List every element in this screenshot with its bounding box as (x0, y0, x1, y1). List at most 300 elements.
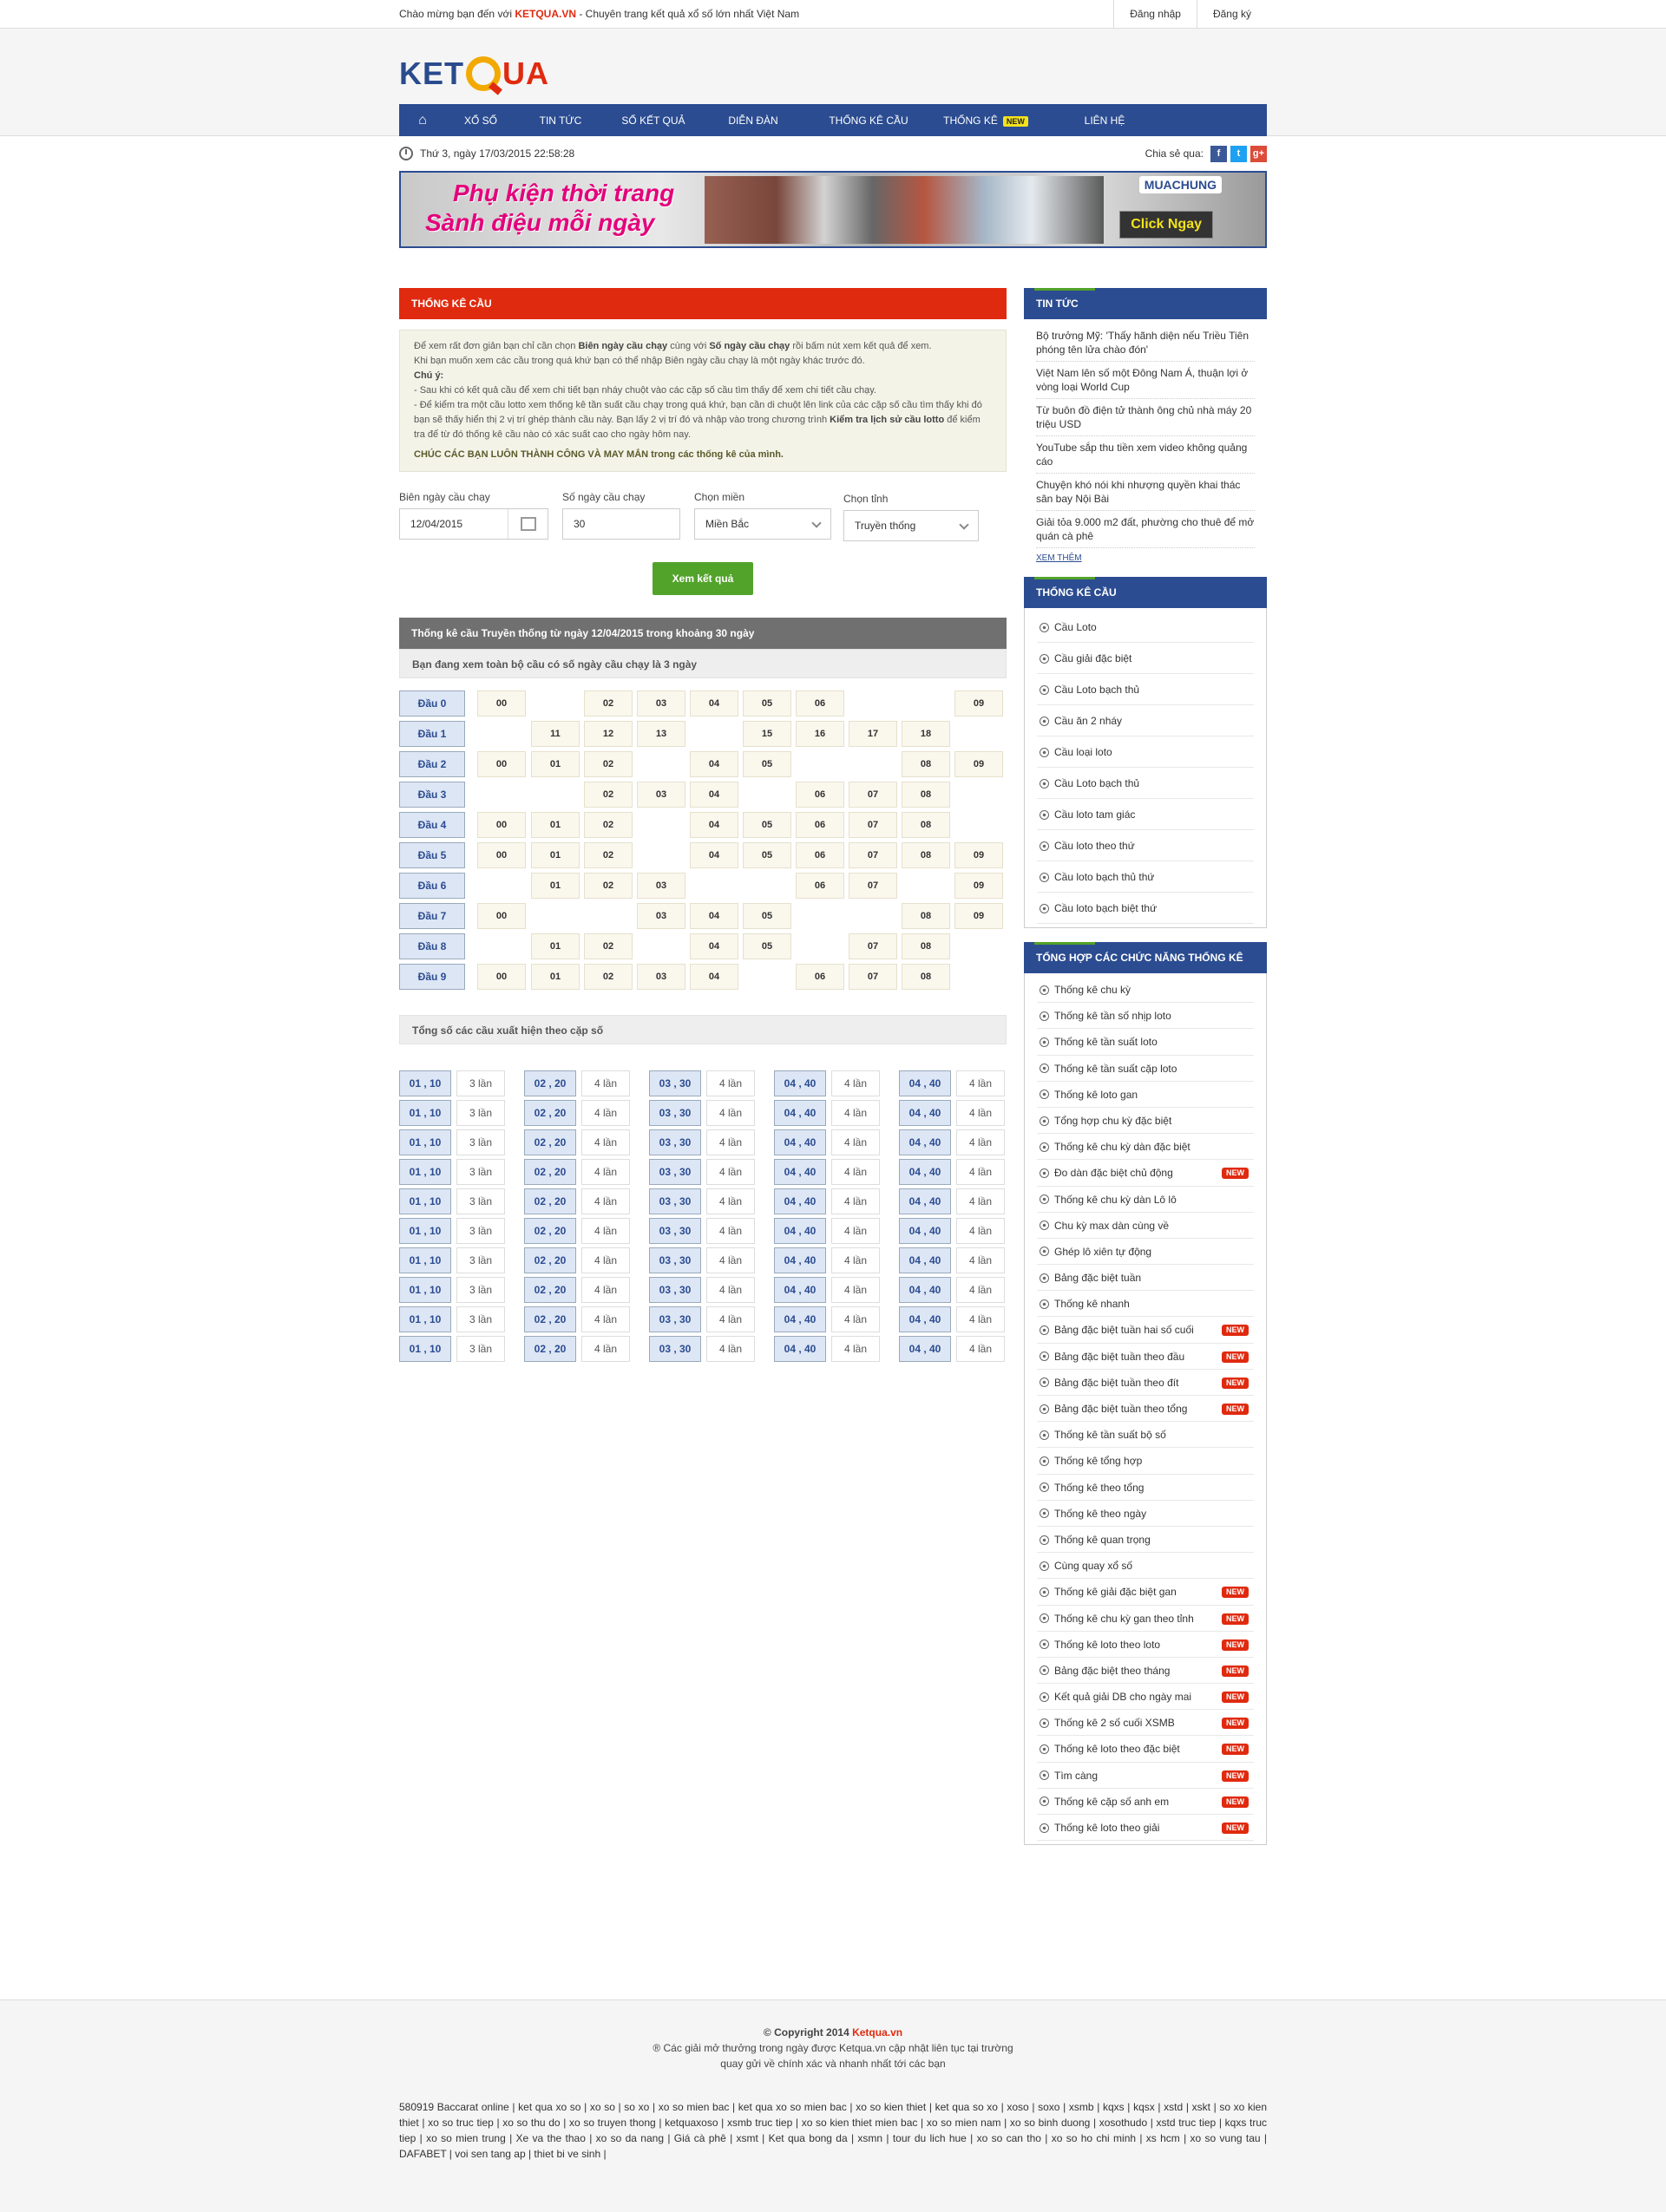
pair-count: 4 lần (706, 1070, 755, 1096)
pair-count: 4 lần (956, 1100, 1005, 1126)
register-link[interactable]: Đăng ký (1197, 0, 1267, 29)
date-label: Biên ngày cầu chạy (399, 491, 490, 503)
pair-link[interactable]: 04 , 40 (774, 1277, 826, 1303)
grid-cell[interactable]: 05 (743, 751, 791, 777)
grid-cell[interactable]: 01 (531, 842, 580, 868)
tool-list-item[interactable] (1037, 1684, 1254, 1710)
grid-cell[interactable]: 02 (584, 812, 633, 838)
pair-link[interactable]: 03 , 30 (649, 1247, 701, 1273)
grid-cell[interactable]: 04 (690, 751, 738, 777)
pair-link[interactable]: 01 , 10 (399, 1070, 451, 1096)
pair-link[interactable]: 01 , 10 (399, 1277, 451, 1303)
pair-count: 3 lần (456, 1306, 505, 1332)
grid-row-head: Đầu 2 (399, 751, 465, 777)
tool-list-item[interactable] (1037, 1239, 1254, 1265)
grid-cell[interactable]: 00 (477, 903, 526, 929)
pair-link[interactable]: 02 , 20 (524, 1336, 576, 1362)
tool-list-item[interactable] (1037, 1029, 1254, 1055)
grid-cell[interactable]: 16 (796, 721, 844, 747)
grid-cell[interactable]: 01 (531, 933, 580, 959)
grid-cell[interactable]: 09 (954, 842, 1003, 868)
cau-list-item[interactable]: Cầu loto bạch thủ thứ (1037, 861, 1254, 893)
logo-text-left: KET (399, 56, 464, 91)
sidebar (1024, 288, 1267, 1845)
nav-item-dien-dan[interactable]: DIỄN ĐÀN (728, 114, 778, 127)
pair-link[interactable]: 03 , 30 (649, 1070, 701, 1096)
tool-label: Đo dàn đặc biệt chủ động (1054, 1167, 1173, 1180)
tools-title: TỔNG HỢP CÁC CHỨC NĂNG THỐNG KÊ (1024, 942, 1267, 973)
pair-link[interactable]: 04 , 40 (899, 1336, 951, 1362)
pair-link[interactable]: 04 , 40 (899, 1159, 951, 1185)
grid-cell[interactable]: 06 (796, 964, 844, 990)
pair-link[interactable]: 02 , 20 (524, 1188, 576, 1214)
new-badge: NEW (1222, 1796, 1249, 1808)
footer-links[interactable]: 580919 Baccarat online | ket qua xo so | xo so | so xo | xo so mien bac | ket qua xo so mien bac | xo so kien thiet | ket qua so xo | xoso | soxo | xsmb | kqxs | kqsx | xstd | xskt | so xo kien thiet | xo so truc tiep | xo so thu do | xo so truyen thong | ketquaxoso | xsmb truc tiep | xo so kien thiet mien bac | xo so mien nam | xo so binh duong | xosothudo | xstd truc tiep | kqxs truc tiep | xo so mien trung | Xe va the thao | xo so da nang | Giá cà phê | xsmt | Ket qua bong da | xsmn | tour du lich hue | xo so can tho | xo so ho chi minh | xs hcm | xo so vung tau | DAFABET | voi sen tang ap | thiet bi ve sinh | (399, 2101, 1267, 2160)
pairs-row (399, 1246, 1007, 1275)
pair-link[interactable]: 01 , 10 (399, 1100, 451, 1126)
tool-list-item[interactable] (1037, 1056, 1254, 1082)
tool-label: Thống kê loto theo đặc biệt (1054, 1743, 1180, 1756)
tool-list-item[interactable] (1037, 1606, 1254, 1632)
nav-item-thong-ke-cau[interactable]: THỐNG KÊ CẦU (829, 114, 908, 127)
chevron-down-icon (959, 520, 968, 529)
pair-link[interactable]: 04 , 40 (774, 1100, 826, 1126)
tools-list (1024, 973, 1267, 1845)
calendar-icon[interactable] (508, 509, 548, 539)
tool-list-item[interactable] (1037, 1160, 1254, 1186)
cau-list-item[interactable]: Cầu Loto bạch thủ (1037, 674, 1254, 705)
tool-list-item[interactable] (1037, 1553, 1254, 1579)
grid-cell[interactable]: 07 (849, 812, 897, 838)
grid-cell[interactable]: 08 (902, 782, 950, 808)
pair-link[interactable]: 03 , 30 (649, 1129, 701, 1155)
pair-count: 4 lần (581, 1100, 630, 1126)
grid-cell[interactable]: 04 (690, 812, 738, 838)
tool-list-item[interactable] (1037, 1789, 1254, 1815)
grid-cell[interactable]: 05 (743, 812, 791, 838)
tool-label: Kết quả giải DB cho ngày mai (1054, 1691, 1192, 1704)
grid-row-head: Đầu 3 (399, 782, 465, 808)
pair-link[interactable]: 01 , 10 (399, 1159, 451, 1185)
header (0, 29, 1666, 136)
grid-cell[interactable]: 09 (954, 873, 1003, 899)
grid-cell[interactable]: 00 (477, 964, 526, 990)
cau-list-item[interactable]: Cầu giải đặc biệt (1037, 643, 1254, 674)
grid-cell[interactable]: 08 (902, 812, 950, 838)
tool-list-item[interactable] (1037, 1501, 1254, 1527)
ad-banner[interactable] (399, 171, 1267, 248)
pair-count: 4 lần (581, 1159, 630, 1185)
tool-list-item[interactable] (1037, 1815, 1254, 1841)
grid-cell[interactable]: 18 (902, 721, 950, 747)
pair-count: 3 lần (456, 1277, 505, 1303)
pair-link[interactable]: 02 , 20 (524, 1218, 576, 1244)
tool-list-item[interactable] (1037, 1579, 1254, 1605)
pairs-row (399, 1128, 1007, 1157)
grid-cell[interactable]: 01 (531, 751, 580, 777)
cau-list-item[interactable]: Cầu Loto bạch thủ (1037, 768, 1254, 799)
current-date: Thứ 3, ngày 17/03/2015 22:58:28 (420, 147, 575, 160)
new-badge: NEW (1222, 1744, 1249, 1755)
pair-count: 4 lần (831, 1129, 880, 1155)
news-more-link[interactable]: XEM THÊM (1036, 553, 1082, 563)
tool-list-item[interactable] (1037, 1370, 1254, 1396)
pair-link[interactable]: 01 , 10 (399, 1188, 451, 1214)
pair-count: 4 lần (581, 1336, 630, 1362)
banner-cta-button[interactable]: Click Ngay (1119, 211, 1213, 239)
grid-cell[interactable]: 02 (584, 782, 633, 808)
pair-count: 4 lần (831, 1277, 880, 1303)
grid-cell[interactable]: 00 (477, 751, 526, 777)
new-badge: NEW (1222, 1639, 1249, 1651)
region-select[interactable]: Miền Bắc (694, 508, 831, 540)
grid-cell[interactable]: 07 (849, 933, 897, 959)
news-list (1024, 319, 1267, 552)
pair-link[interactable]: 02 , 20 (524, 1277, 576, 1303)
tool-list-item[interactable] (1037, 1213, 1254, 1239)
nav-item-so-ket-qua[interactable]: SỔ KẾT QUẢ (621, 114, 685, 127)
pair-count: 4 lần (831, 1070, 880, 1096)
province-select[interactable]: Truyền thống (843, 510, 979, 541)
grid-row (399, 719, 1007, 749)
nav-item-xo-so[interactable]: XỔ SỐ (463, 114, 497, 127)
tool-list-item[interactable] (1037, 1265, 1254, 1291)
tool-list-item[interactable] (1037, 1632, 1254, 1658)
grid-cell[interactable]: 03 (637, 964, 685, 990)
tool-label: Thống kê theo ngày (1054, 1507, 1147, 1520)
grid-cell[interactable]: 12 (584, 721, 633, 747)
pair-count: 4 lần (581, 1188, 630, 1214)
pairs-row (399, 1275, 1007, 1305)
grid-cell[interactable]: 06 (796, 782, 844, 808)
pair-link[interactable]: 02 , 20 (524, 1100, 576, 1126)
grid-cell[interactable]: 03 (637, 782, 685, 808)
main-content (399, 288, 1007, 1364)
pair-link[interactable]: 02 , 20 (524, 1129, 576, 1155)
grid-cell[interactable]: 06 (796, 812, 844, 838)
filter-form (399, 491, 1007, 552)
pair-count: 4 lần (956, 1247, 1005, 1273)
pair-link[interactable]: 04 , 40 (774, 1306, 826, 1332)
region-label: Chọn miền (694, 491, 745, 503)
facebook-icon[interactable]: f (1210, 146, 1227, 162)
clock-icon (399, 147, 413, 160)
grid-cell[interactable]: 04 (690, 903, 738, 929)
pair-link[interactable]: 01 , 10 (399, 1129, 451, 1155)
tool-list-item[interactable] (1037, 1763, 1254, 1789)
grid-cell[interactable]: 08 (902, 751, 950, 777)
pair-link[interactable]: 04 , 40 (774, 1247, 826, 1273)
news-title: TIN TỨC (1024, 288, 1267, 319)
grid-cell[interactable]: 05 (743, 842, 791, 868)
pair-link[interactable]: 04 , 40 (899, 1070, 951, 1096)
grid-row-head: Đầu 1 (399, 721, 465, 747)
grid-cell[interactable]: 06 (796, 842, 844, 868)
news-item[interactable]: YouTube sắp thu tiền xem video không quảng cáo (1036, 436, 1255, 474)
grid-cell[interactable]: 05 (743, 903, 791, 929)
new-badge: NEW (1222, 1718, 1249, 1729)
tool-list-item[interactable] (1037, 1448, 1254, 1474)
login-link[interactable]: Đăng nhập (1113, 0, 1197, 29)
grid-row (399, 810, 1007, 841)
grid-cell[interactable]: 06 (796, 690, 844, 717)
pair-count: 4 lần (831, 1306, 880, 1332)
grid-row-head: Đầu 8 (399, 933, 465, 959)
grid-cell[interactable]: 03 (637, 903, 685, 929)
new-badge: NEW (1222, 1404, 1249, 1415)
tool-list-item[interactable] (1037, 1527, 1254, 1553)
new-badge: NEW (1222, 1587, 1249, 1598)
tool-list-item[interactable] (1037, 1658, 1254, 1684)
tool-list-item[interactable] (1037, 1344, 1254, 1370)
pair-count: 4 lần (706, 1100, 755, 1126)
new-badge: NEW (1222, 1666, 1249, 1677)
tool-list-item[interactable] (1037, 1187, 1254, 1213)
home-icon[interactable]: ⌂ (418, 112, 427, 128)
pair-link[interactable]: 02 , 20 (524, 1247, 576, 1273)
pair-count: 3 lần (456, 1070, 505, 1096)
grid-cell[interactable]: 03 (637, 690, 685, 717)
grid-cell[interactable]: 07 (849, 842, 897, 868)
pair-link[interactable]: 04 , 40 (774, 1336, 826, 1362)
twitter-icon[interactable]: t (1230, 146, 1247, 162)
pair-count: 4 lần (706, 1336, 755, 1362)
pair-link[interactable]: 04 , 40 (774, 1188, 826, 1214)
pair-count: 4 lần (831, 1188, 880, 1214)
pair-link[interactable]: 01 , 10 (399, 1306, 451, 1332)
pair-link[interactable]: 04 , 40 (774, 1070, 826, 1096)
nav-item-tin-tuc[interactable]: TIN TỨC (539, 114, 582, 127)
cau-list-item[interactable]: Cầu loto theo thứ (1037, 830, 1254, 861)
pair-count: 3 lần (456, 1159, 505, 1185)
news-item[interactable]: Việt Nam lên số một Đông Nam Á, thuận lợi ở vòng loại World Cup (1036, 362, 1255, 399)
top-bar (0, 0, 1666, 29)
grid-cell[interactable]: 07 (849, 964, 897, 990)
tool-label: Thống kê tần suất cặp loto (1054, 1062, 1177, 1075)
grid-cell[interactable]: 08 (902, 933, 950, 959)
tool-list-item[interactable] (1037, 1108, 1254, 1134)
cau-list-item[interactable]: Cầu loại loto (1037, 736, 1254, 768)
chevron-down-icon (811, 518, 821, 527)
date-bar (399, 136, 1267, 171)
logo[interactable] (399, 51, 549, 96)
news-item[interactable]: Từ buôn đồ điện tử thành ông chủ nhà máy 20 triệu USD (1036, 399, 1255, 436)
grid-row (399, 841, 1007, 871)
nav-item-lien-he[interactable]: LIÊN HỆ (1084, 114, 1125, 127)
grid-cell[interactable]: 02 (584, 933, 633, 959)
grid-cell[interactable]: 07 (849, 782, 897, 808)
pair-link[interactable]: 03 , 30 (649, 1188, 701, 1214)
tool-label: Bảng đặc biệt tuần theo tổng (1054, 1403, 1188, 1415)
closing-message: CHÚC CÁC BẠN LUÔN THÀNH CÔNG VÀ MAY MẮN trong các thống kê của mình. (414, 449, 784, 460)
footer (0, 1999, 1666, 2212)
tool-label: Tìm càng (1054, 1769, 1099, 1782)
days-input[interactable]: 30 (562, 508, 680, 540)
tool-list-item[interactable] (1037, 1422, 1254, 1448)
cau-list-item[interactable]: Cầu Loto (1037, 612, 1254, 643)
pair-link[interactable]: 03 , 30 (649, 1306, 701, 1332)
grid-cell[interactable]: 04 (690, 964, 738, 990)
pair-link[interactable]: 01 , 10 (399, 1247, 451, 1273)
grid-cell[interactable]: 04 (690, 933, 738, 959)
pair-count: 3 lần (456, 1188, 505, 1214)
grid-cell[interactable]: 02 (584, 873, 633, 899)
grid-cell[interactable]: 04 (690, 782, 738, 808)
submit-button[interactable]: Xem kết quả (653, 562, 753, 595)
grid-cell[interactable]: 13 (637, 721, 685, 747)
grid-cell[interactable]: 08 (902, 842, 950, 868)
instructions-box: Để xem rất đơn giản bạn chỉ cần chọn Biên ngày cầu chạy cùng với Số ngày cầu chạy rồi bấm nút xem kết quả để xem. Khi bạn muốn xem các cầu trong quá khứ bạn có thể nhập Biên ngày cầu chạy là một ngày khác trước đó. Chú ý: - Sau khi có kết quả cầu để xem chi tiết bạn nháy chuột vào các cặp số cầu tìm thấy để xem chi tiết cầu chạy. - Để kiểm tra một cầu lotto xem thống kê tần suất cầu chạy trong quá khứ, bạn cần di chuột lên link của các cặp số cầu tìm thấy khi đó bạn sẽ thấy hiển thị 2 vị trí ghép thành cầu này. Bạn lấy 2 vị trí đó và nhập vào trong chương trình Kiểm tra lịch sử cầu lotto để kiểm tra để từ đó thống kê cầu nào có xác suất cao cho ngày hôm nay. CHÚC CÁC BẠN LUÔN THÀNH CÔNG VÀ MAY MẮN trong các thống kê của mình. (399, 330, 1007, 472)
pair-link[interactable]: 04 , 40 (774, 1159, 826, 1185)
tool-label: Thống kê tần số nhịp loto (1054, 1010, 1171, 1023)
grid-row (399, 871, 1007, 901)
pair-count: 4 lần (956, 1159, 1005, 1185)
tool-label: Thống kê tần suất bộ số (1054, 1429, 1166, 1442)
grid-cell[interactable]: 04 (690, 690, 738, 717)
cau-list-item[interactable]: Cầu loto tam giác (1037, 799, 1254, 830)
pairs-row (399, 1334, 1007, 1364)
tool-label: Thống kê nhanh (1054, 1298, 1130, 1311)
tool-list-item[interactable] (1037, 1710, 1254, 1736)
grid-cell[interactable]: 00 (477, 812, 526, 838)
tool-label: Thống kê giải đặc biệt gan (1054, 1586, 1177, 1599)
pair-count: 3 lần (456, 1129, 505, 1155)
pair-count: 4 lần (831, 1100, 880, 1126)
grid-cell[interactable]: 11 (531, 721, 580, 747)
grid-cell[interactable]: 05 (743, 690, 791, 717)
grid-row (399, 932, 1007, 962)
grid-cell[interactable]: 01 (531, 812, 580, 838)
tool-label: Thống kê loto theo loto (1054, 1638, 1161, 1651)
tool-label: Thống kê tổng hợp (1054, 1455, 1143, 1468)
new-badge: NEW (1222, 1692, 1249, 1703)
grid-row (399, 962, 1007, 992)
news-item[interactable]: Chuyện khó nói khi nhượng quyền khai thác sân bay Nội Bài (1036, 474, 1255, 511)
brand-link[interactable]: KETQUA.VN (515, 8, 576, 20)
grid-cell[interactable]: 17 (849, 721, 897, 747)
grid-cell[interactable]: 07 (849, 873, 897, 899)
grid-cell[interactable]: 02 (584, 964, 633, 990)
tool-label: Bảng đặc biệt tuần (1054, 1272, 1142, 1285)
new-badge: NEW (1222, 1325, 1249, 1336)
tool-list-item[interactable] (1037, 1475, 1254, 1501)
page-title: THỐNG KÊ CẦU (399, 288, 1007, 319)
news-item[interactable]: Bộ trưởng Mỹ: 'Thấy hãnh diện nếu Triều Tiên phóng tên lửa chào đón' (1036, 324, 1255, 362)
pair-link[interactable]: 02 , 20 (524, 1159, 576, 1185)
pair-link[interactable]: 04 , 40 (899, 1277, 951, 1303)
grid-cell[interactable]: 01 (531, 873, 580, 899)
grid-row-head: Đầu 5 (399, 842, 465, 868)
grid-cell[interactable]: 04 (690, 842, 738, 868)
tool-list-item[interactable] (1037, 1396, 1254, 1422)
days-label: Số ngày cầu chạy (562, 491, 646, 503)
tool-list-item[interactable] (1037, 1291, 1254, 1317)
pair-link[interactable]: 03 , 30 (649, 1336, 701, 1362)
pair-link[interactable]: 02 , 20 (524, 1306, 576, 1332)
date-input[interactable]: 12/04/2015 (399, 508, 548, 540)
pair-count: 4 lần (706, 1129, 755, 1155)
pair-link[interactable]: 03 , 30 (649, 1277, 701, 1303)
pair-count: 4 lần (956, 1070, 1005, 1096)
grid-cell[interactable]: 01 (531, 964, 580, 990)
pair-link[interactable]: 04 , 40 (899, 1188, 951, 1214)
grid-cell[interactable]: 09 (954, 751, 1003, 777)
pair-link[interactable]: 03 , 30 (649, 1159, 701, 1185)
pair-link[interactable]: 04 , 40 (899, 1129, 951, 1155)
cau-list-item[interactable]: Cầu ăn 2 nháy (1037, 705, 1254, 736)
grid-cell[interactable]: 00 (477, 842, 526, 868)
new-badge: NEW (1222, 1351, 1249, 1363)
tool-list-item[interactable] (1037, 1736, 1254, 1762)
grid-cell[interactable]: 00 (477, 690, 526, 717)
grid-cell[interactable]: 08 (902, 903, 950, 929)
grid-cell[interactable]: 08 (902, 964, 950, 990)
pair-link[interactable]: 04 , 40 (899, 1247, 951, 1273)
pair-count: 3 lần (456, 1218, 505, 1244)
grid-cell[interactable]: 09 (954, 690, 1003, 717)
grid-row-head: Đầu 0 (399, 690, 465, 717)
pair-count: 4 lần (706, 1218, 755, 1244)
cau-list-item[interactable]: Cầu loto bạch biệt thứ (1037, 893, 1254, 924)
tool-label: Thống kê quan trọng (1054, 1533, 1151, 1546)
grid-cell[interactable]: 06 (796, 873, 844, 899)
grid-row (399, 780, 1007, 810)
tool-list-item[interactable] (1037, 1134, 1254, 1160)
tool-list-item[interactable] (1037, 977, 1254, 1003)
pair-count: 4 lần (581, 1218, 630, 1244)
pair-link[interactable]: 01 , 10 (399, 1218, 451, 1244)
pair-link[interactable]: 03 , 30 (649, 1100, 701, 1126)
pair-count: 4 lần (956, 1188, 1005, 1214)
banner-line1: Phụ kiện thời trang (453, 180, 675, 206)
pair-count: 4 lần (956, 1306, 1005, 1332)
pair-link[interactable]: 02 , 20 (524, 1070, 576, 1096)
pair-count: 4 lần (581, 1277, 630, 1303)
pair-count: 4 lần (581, 1129, 630, 1155)
tool-label: Bảng đặc biệt tuần theo đít (1054, 1376, 1179, 1389)
grid-cell[interactable]: 02 (584, 842, 633, 868)
pair-link[interactable]: 01 , 10 (399, 1336, 451, 1362)
pair-link[interactable]: 04 , 40 (774, 1218, 826, 1244)
pair-link[interactable]: 04 , 40 (774, 1129, 826, 1155)
pair-link[interactable]: 04 , 40 (899, 1100, 951, 1126)
google-plus-icon[interactable]: g+ (1250, 146, 1267, 162)
grid-cell[interactable]: 05 (743, 933, 791, 959)
grid-cell[interactable]: 02 (584, 690, 633, 717)
grid-cell[interactable]: 15 (743, 721, 791, 747)
grid-cell[interactable]: 03 (637, 873, 685, 899)
grid-cell[interactable]: 02 (584, 751, 633, 777)
pair-link[interactable]: 04 , 40 (899, 1218, 951, 1244)
pairs-row (399, 1216, 1007, 1246)
pair-count: 4 lần (706, 1306, 755, 1332)
tool-label: Thống kê chu kỳ dàn Lô lô (1054, 1193, 1177, 1206)
grid-cell[interactable]: 09 (954, 903, 1003, 929)
pair-link[interactable]: 03 , 30 (649, 1218, 701, 1244)
tool-list-item[interactable] (1037, 1317, 1254, 1343)
tool-list-item[interactable] (1037, 1003, 1254, 1029)
pair-count: 4 lần (581, 1306, 630, 1332)
pairs-row (399, 1187, 1007, 1216)
cau-grid (399, 689, 1007, 992)
tool-label: Chu kỳ max dàn cùng về (1054, 1219, 1170, 1232)
new-badge: NEW (1222, 1168, 1249, 1179)
pair-link[interactable]: 04 , 40 (899, 1306, 951, 1332)
news-item[interactable]: Giải tỏa 9.000 m2 đất, phường cho thuê để mở quán cà phê (1036, 511, 1255, 548)
nav-item-thong-ke[interactable]: THỐNG KÊ NEW (932, 115, 1040, 127)
tool-list-item[interactable] (1037, 1082, 1254, 1108)
grid-row (399, 689, 1007, 719)
